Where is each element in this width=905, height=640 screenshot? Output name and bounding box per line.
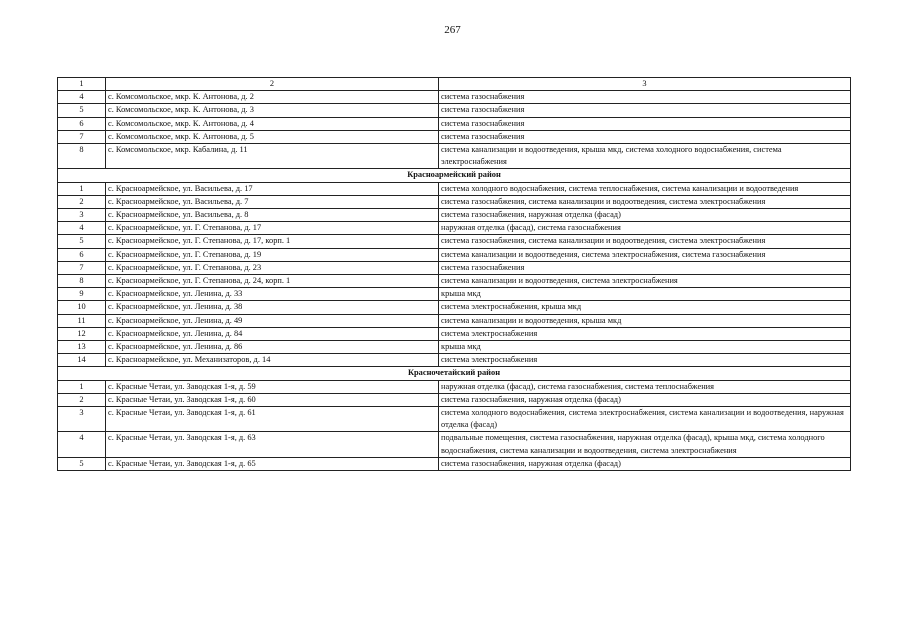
works-cell: подвальные помещения, система газоснабжения, наружная отделка (фасад), крыша мкд, система холодного водоснабжения, система канализации и водоотведения, система электроснабжения [439, 432, 851, 457]
works-cell: крыша мкд [439, 341, 851, 354]
works-cell: крыша мкд [439, 288, 851, 301]
works-cell: система газоснабжения, система канализации и водоотведения, система электроснабжения [439, 195, 851, 208]
table-row [58, 117, 851, 130]
works-cell: система холодного водоснабжения, система электроснабжения, система канализации и водоотведения, наружная отделка (фасад) [439, 407, 851, 432]
address-cell: с. Комсомольское, мкр. К. Антонова, д. 5 [106, 130, 439, 143]
row-number: 8 [58, 144, 106, 169]
works-cell: наружная отделка (фасад), система газоснабжения [439, 222, 851, 235]
address-cell: с. Красноармейское, ул. Г. Степанова, д. 17 [106, 222, 439, 235]
table-row [58, 314, 851, 327]
table-row [58, 261, 851, 274]
table-row [58, 248, 851, 261]
row-number: 2 [58, 393, 106, 406]
district-title: Красноармейский район [58, 169, 851, 182]
table-row [58, 380, 851, 393]
table-row [58, 275, 851, 288]
table-row [58, 222, 851, 235]
row-number: 2 [58, 195, 106, 208]
row-number: 10 [58, 301, 106, 314]
address-cell: с. Красноармейское, ул. Васильева, д. 7 [106, 195, 439, 208]
address-cell: с. Красноармейское, ул. Г. Степанова, д. 24, корп. 1 [106, 275, 439, 288]
row-number: 11 [58, 314, 106, 327]
table-row [58, 104, 851, 117]
row-number: 1 [58, 182, 106, 195]
address-cell: с. Красноармейское, ул. Г. Степанова, д. 17, корп. 1 [106, 235, 439, 248]
table-row [58, 354, 851, 367]
address-cell: с. Красные Четаи, ул. Заводская 1-я, д. 63 [106, 432, 439, 457]
table-row [58, 195, 851, 208]
table-row [58, 432, 851, 457]
address-cell: с. Красные Четаи, ул. Заводская 1-я, д. 59 [106, 380, 439, 393]
works-cell: система электроснабжения [439, 354, 851, 367]
table-row [58, 457, 851, 470]
works-cell: система газоснабжения, наружная отделка (фасад) [439, 209, 851, 222]
address-cell: с. Красноармейское, ул. Г. Степанова, д. 23 [106, 261, 439, 274]
works-cell: система электроснабжения, крыша мкд [439, 301, 851, 314]
address-cell: с. Комсомольское, мкр. К. Антонова, д. 2 [106, 91, 439, 104]
row-number: 5 [58, 235, 106, 248]
works-cell: система газоснабжения, наружная отделка (фасад) [439, 457, 851, 470]
works-cell: система газоснабжения [439, 91, 851, 104]
works-cell: наружная отделка (фасад), система газоснабжения, система теплоснабжения [439, 380, 851, 393]
works-cell: система газоснабжения [439, 261, 851, 274]
row-number: 6 [58, 248, 106, 261]
works-cell: система газоснабжения, наружная отделка (фасад) [439, 393, 851, 406]
works-cell: система газоснабжения [439, 117, 851, 130]
row-number: 4 [58, 222, 106, 235]
table-row [58, 327, 851, 340]
row-number: 3 [58, 209, 106, 222]
district-title: Красночетайский район [58, 367, 851, 380]
address-cell: с. Красноармейское, ул. Ленина, д. 84 [106, 327, 439, 340]
address-cell: с. Красноармейское, ул. Васильева, д. 17 [106, 182, 439, 195]
address-cell: с. Красноармейское, ул. Г. Степанова, д. 19 [106, 248, 439, 261]
address-cell: с. Красноармейское, ул. Васильева, д. 8 [106, 209, 439, 222]
works-cell: система электроснабжения [439, 327, 851, 340]
table-row [58, 288, 851, 301]
row-number: 6 [58, 117, 106, 130]
row-number: 5 [58, 457, 106, 470]
table-row [58, 341, 851, 354]
address-cell: с. Красноармейское, ул. Ленина, д. 38 [106, 301, 439, 314]
table-row [58, 182, 851, 195]
table-row [58, 407, 851, 432]
address-cell: с. Красные Четаи, ул. Заводская 1-я, д. 60 [106, 393, 439, 406]
address-cell: с. Красные Четаи, ул. Заводская 1-я, д. 61 [106, 407, 439, 432]
address-cell: с. Красные Четаи, ул. Заводская 1-я, д. 65 [106, 457, 439, 470]
table-row [58, 144, 851, 169]
district-section-row [58, 169, 851, 182]
works-cell: система газоснабжения [439, 104, 851, 117]
table-row [58, 91, 851, 104]
works-cell: система канализации и водоотведения, крыша мкд, система холодного водоснабжения, система электроснабжения [439, 144, 851, 169]
table-row [58, 130, 851, 143]
works-cell: система газоснабжения [439, 130, 851, 143]
works-cell: система канализации и водоотведения, крыша мкд [439, 314, 851, 327]
row-number: 14 [58, 354, 106, 367]
table-header-row [58, 78, 851, 91]
table-row [58, 235, 851, 248]
works-cell: система холодного водоснабжения, система теплоснабжения, система канализации и водоотведения [439, 182, 851, 195]
row-number: 4 [58, 91, 106, 104]
table-row [58, 209, 851, 222]
page-number: 267 [444, 24, 461, 36]
row-number: 4 [58, 432, 106, 457]
address-cell: с. Красноармейское, ул. Ленина, д. 86 [106, 341, 439, 354]
district-section-row [58, 367, 851, 380]
row-number: 7 [58, 261, 106, 274]
row-number: 8 [58, 275, 106, 288]
table-row [58, 301, 851, 314]
houses-table [57, 77, 851, 471]
row-number: 13 [58, 341, 106, 354]
works-cell: система канализации и водоотведения, система электроснабжения, система газоснабжения [439, 248, 851, 261]
row-number: 3 [58, 407, 106, 432]
row-number: 7 [58, 130, 106, 143]
table-row [58, 393, 851, 406]
address-cell: с. Комсомольское, мкр. Кабалина, д. 11 [106, 144, 439, 169]
column-header: 1 [58, 78, 106, 91]
row-number: 5 [58, 104, 106, 117]
column-header: 2 [106, 78, 439, 91]
row-number: 1 [58, 380, 106, 393]
row-number: 12 [58, 327, 106, 340]
address-cell: с. Комсомольское, мкр. К. Антонова, д. 3 [106, 104, 439, 117]
address-cell: с. Комсомольское, мкр. К. Антонова, д. 4 [106, 117, 439, 130]
works-cell: система газоснабжения, система канализации и водоотведения, система электроснабжения [439, 235, 851, 248]
address-cell: с. Красноармейское, ул. Ленина, д. 33 [106, 288, 439, 301]
address-cell: с. Красноармейское, ул. Механизаторов, д. 14 [106, 354, 439, 367]
column-header: 3 [439, 78, 851, 91]
works-cell: система канализации и водоотведения, система электроснабжения [439, 275, 851, 288]
address-cell: с. Красноармейское, ул. Ленина, д. 49 [106, 314, 439, 327]
row-number: 9 [58, 288, 106, 301]
